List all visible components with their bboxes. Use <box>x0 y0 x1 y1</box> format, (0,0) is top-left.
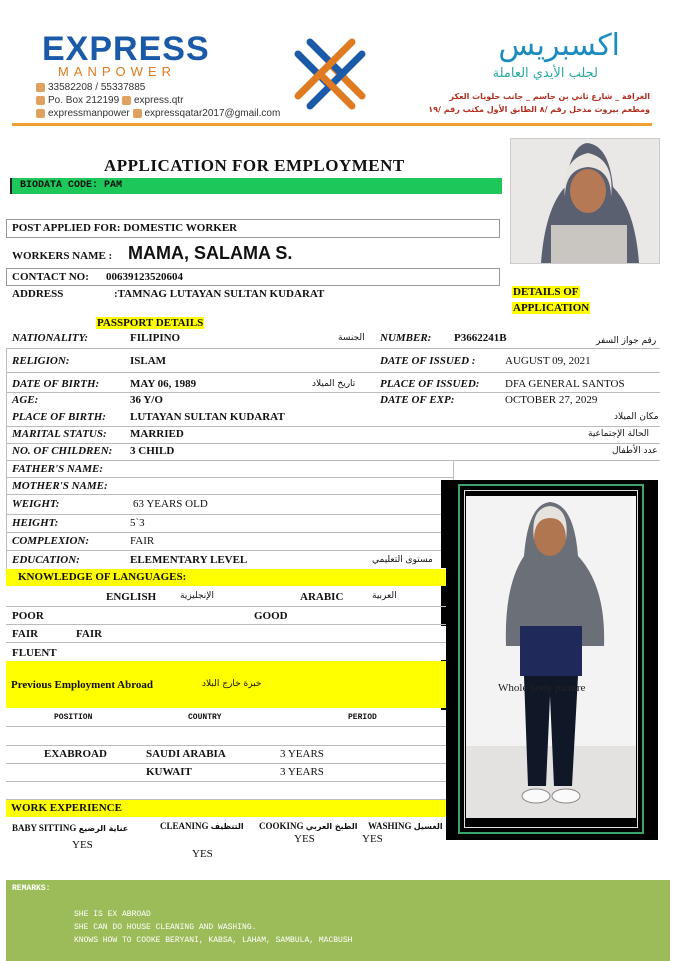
remarks-label: REMARKS: <box>12 884 51 893</box>
complexion-value: FAIR <box>130 535 155 547</box>
marital-value: MARRIED <box>130 428 184 440</box>
lang-poor: POOR <box>12 610 44 622</box>
skill-washing-value: YES <box>362 833 383 845</box>
facebook-icon <box>36 109 45 118</box>
col-country: COUNTRY <box>188 713 222 722</box>
address-value: :TAMNAG LUTAYAN SULTAN KUDARAT <box>114 288 325 300</box>
lang-fair: FAIR <box>12 628 39 640</box>
skill-washing: WASHING الغسيل <box>368 821 443 831</box>
company-logo-ar-sub: لجلب الأيدي العاملة <box>492 66 598 81</box>
dob-label: DATE OF BIRTH: <box>12 378 100 390</box>
company-logo-ar: اكسبريس <box>498 28 620 63</box>
remarks-section <box>6 880 670 961</box>
remark-line-3: KNOWS HOW TO COOKE BERYANI, KABSA, LAHAM, SAMBULA, MACBUSH <box>74 936 353 945</box>
nationality-ar: الجنسة <box>338 333 365 343</box>
contact-label: CONTACT NO: <box>12 271 89 283</box>
date-issued-value: AUGUST 09, 2021 <box>505 355 591 367</box>
nationality-value: FILIPINO <box>130 332 181 344</box>
height-label: HEIGHT: <box>12 517 59 529</box>
complexion-label: COMPLEXION: <box>12 535 90 547</box>
whole-body-photo <box>446 480 658 840</box>
pob-value: LUTAYAN SULTAN KUDARAT <box>130 411 285 423</box>
skill-cleaning: CLEANING التنظيف <box>160 821 244 831</box>
post-applied: POST APPLIED FOR: DOMESTIC WORKER <box>12 222 238 234</box>
lang-arabic-ar: العربية <box>372 591 397 601</box>
employment-period-2: 3 YEARS <box>280 766 324 778</box>
father-label: FATHER'S NAME: <box>12 463 103 475</box>
remark-line-2: SHE CAN DO HOUSE CLEANING AND WASHING. <box>74 923 257 932</box>
nationality-label: NATIONALITY: <box>12 332 88 344</box>
date-exp-label: DATE OF EXP: <box>380 394 455 406</box>
address-label: ADDRESS <box>12 288 64 300</box>
whole-body-label: Whole body picture <box>498 682 586 694</box>
lang-english: ENGLISH <box>106 591 157 603</box>
children-ar: عدد الأطفال <box>612 446 658 456</box>
passport-number: P3662241B <box>454 332 507 344</box>
pob-ar: مكان الميلاد <box>614 412 659 422</box>
phone-icon <box>36 83 45 92</box>
employment-country-2: KUWAIT <box>146 766 192 778</box>
page-title: APPLICATION FOR EMPLOYMENT <box>104 156 405 175</box>
instagram-icon <box>122 96 131 105</box>
col-period: PERIOD <box>348 713 377 722</box>
employment-country-1: SAUDI ARABIA <box>146 748 226 760</box>
employment-position-1: EXABROAD <box>44 748 107 760</box>
pob-label: PLACE OF BIRTH: <box>12 411 106 423</box>
company-logo-en: EXPRESS <box>42 30 210 68</box>
col-position: POSITION <box>54 713 93 722</box>
education-label: EDUCATION: <box>12 554 80 566</box>
workers-name-label: WORKERS NAME : <box>12 250 113 262</box>
education-ar: مستوى التعليمي <box>372 555 433 565</box>
company-logo-en-sub: MANPOWER <box>58 64 176 79</box>
email-icon <box>133 109 142 118</box>
education-value: ELEMENTARY LEVEL <box>130 554 248 566</box>
contact-value: 00639123520604 <box>106 271 183 283</box>
marital-ar: الحالة الإجتماعية <box>588 429 649 439</box>
header-address-ar-1: الغرافة _ شارع ثاني بن جاسم _ جانب حلويات العكر <box>449 92 650 101</box>
skill-cooking: COOKING الطبخ العربي <box>259 821 358 831</box>
languages-header: KNOWLEDGE OF LANGUAGES: <box>6 569 452 586</box>
remark-line-1: SHE IS EX ABROAD <box>74 910 151 919</box>
lang-arabic: ARABIC <box>300 591 344 603</box>
passport-number-ar: رقم جواز السفر <box>596 336 657 346</box>
lang-good: GOOD <box>254 610 288 622</box>
previous-employment-header: Previous Employment Abroad خبرة خارج البلاد <box>6 661 452 708</box>
place-issued-label: PLACE OF ISSUED: <box>380 378 480 390</box>
skill-baby-sitting: BABY SITTING عناية الرضيع <box>12 823 129 833</box>
dob-value: MAY 06, 1989 <box>130 378 197 390</box>
place-issued-value: DFA GENERAL SANTOS <box>505 378 625 390</box>
age-value: 36 Y/O <box>130 394 163 406</box>
height-value: 5`3 <box>130 517 145 529</box>
children-label: NO. OF CHILDREN: <box>12 445 113 457</box>
weight-value: 63 YEARS OLD <box>133 498 208 510</box>
lang-fair-value: FAIR <box>76 628 103 640</box>
weight-label: WEIGHT: <box>12 498 60 510</box>
date-exp-value: OCTOBER 27, 2029 <box>505 394 598 406</box>
workers-name: MAMA, SALAMA S. <box>128 243 293 263</box>
lang-fluent: FLUENT <box>12 647 57 659</box>
employment-period-1: 3 YEARS <box>280 748 324 760</box>
mother-label: MOTHER'S NAME: <box>12 480 108 492</box>
skill-cooking-value: YES <box>294 833 315 845</box>
skill-baby-sitting-value: YES <box>72 839 93 851</box>
passport-number-label: NUMBER: <box>380 332 432 344</box>
lang-english-ar: الإنجليزية <box>180 591 214 601</box>
header-email: expressmanpower expressqatar2017@gmail.com <box>36 108 280 119</box>
date-issued-label: DATE OF ISSUED : <box>380 355 476 367</box>
religion-label: RELIGION: <box>12 355 70 367</box>
company-knot-logo <box>290 34 372 116</box>
header-address-ar-2: ومطعم بيروت مدخل رقم /٨ الطابق الأول مكتب رقم /١٩ <box>428 105 650 114</box>
religion-value: ISLAM <box>130 355 167 367</box>
marital-label: MARITAL STATUS: <box>12 428 107 440</box>
mail-icon <box>36 96 45 105</box>
age-label: AGE: <box>12 394 39 406</box>
passport-details-label: PASSPORT DETAILS <box>97 317 204 329</box>
children-value: 3 CHILD <box>130 445 175 457</box>
details-of-label: DETAILS OF <box>513 286 579 298</box>
skill-cleaning-value: YES <box>192 848 213 860</box>
passport-photo <box>510 138 660 264</box>
header-phone: 33582208 / 55337885 <box>36 82 145 93</box>
work-experience-header: WORK EXPERIENCE <box>6 800 452 817</box>
application-label: APPLICATION <box>513 302 590 314</box>
header-pobox: Po. Box 212199 express.qtr <box>36 95 183 106</box>
dob-ar: تاريخ الميلاد <box>312 379 356 389</box>
biodata-code: BIODATA CODE: PAM <box>10 178 502 194</box>
header-divider <box>12 123 652 126</box>
